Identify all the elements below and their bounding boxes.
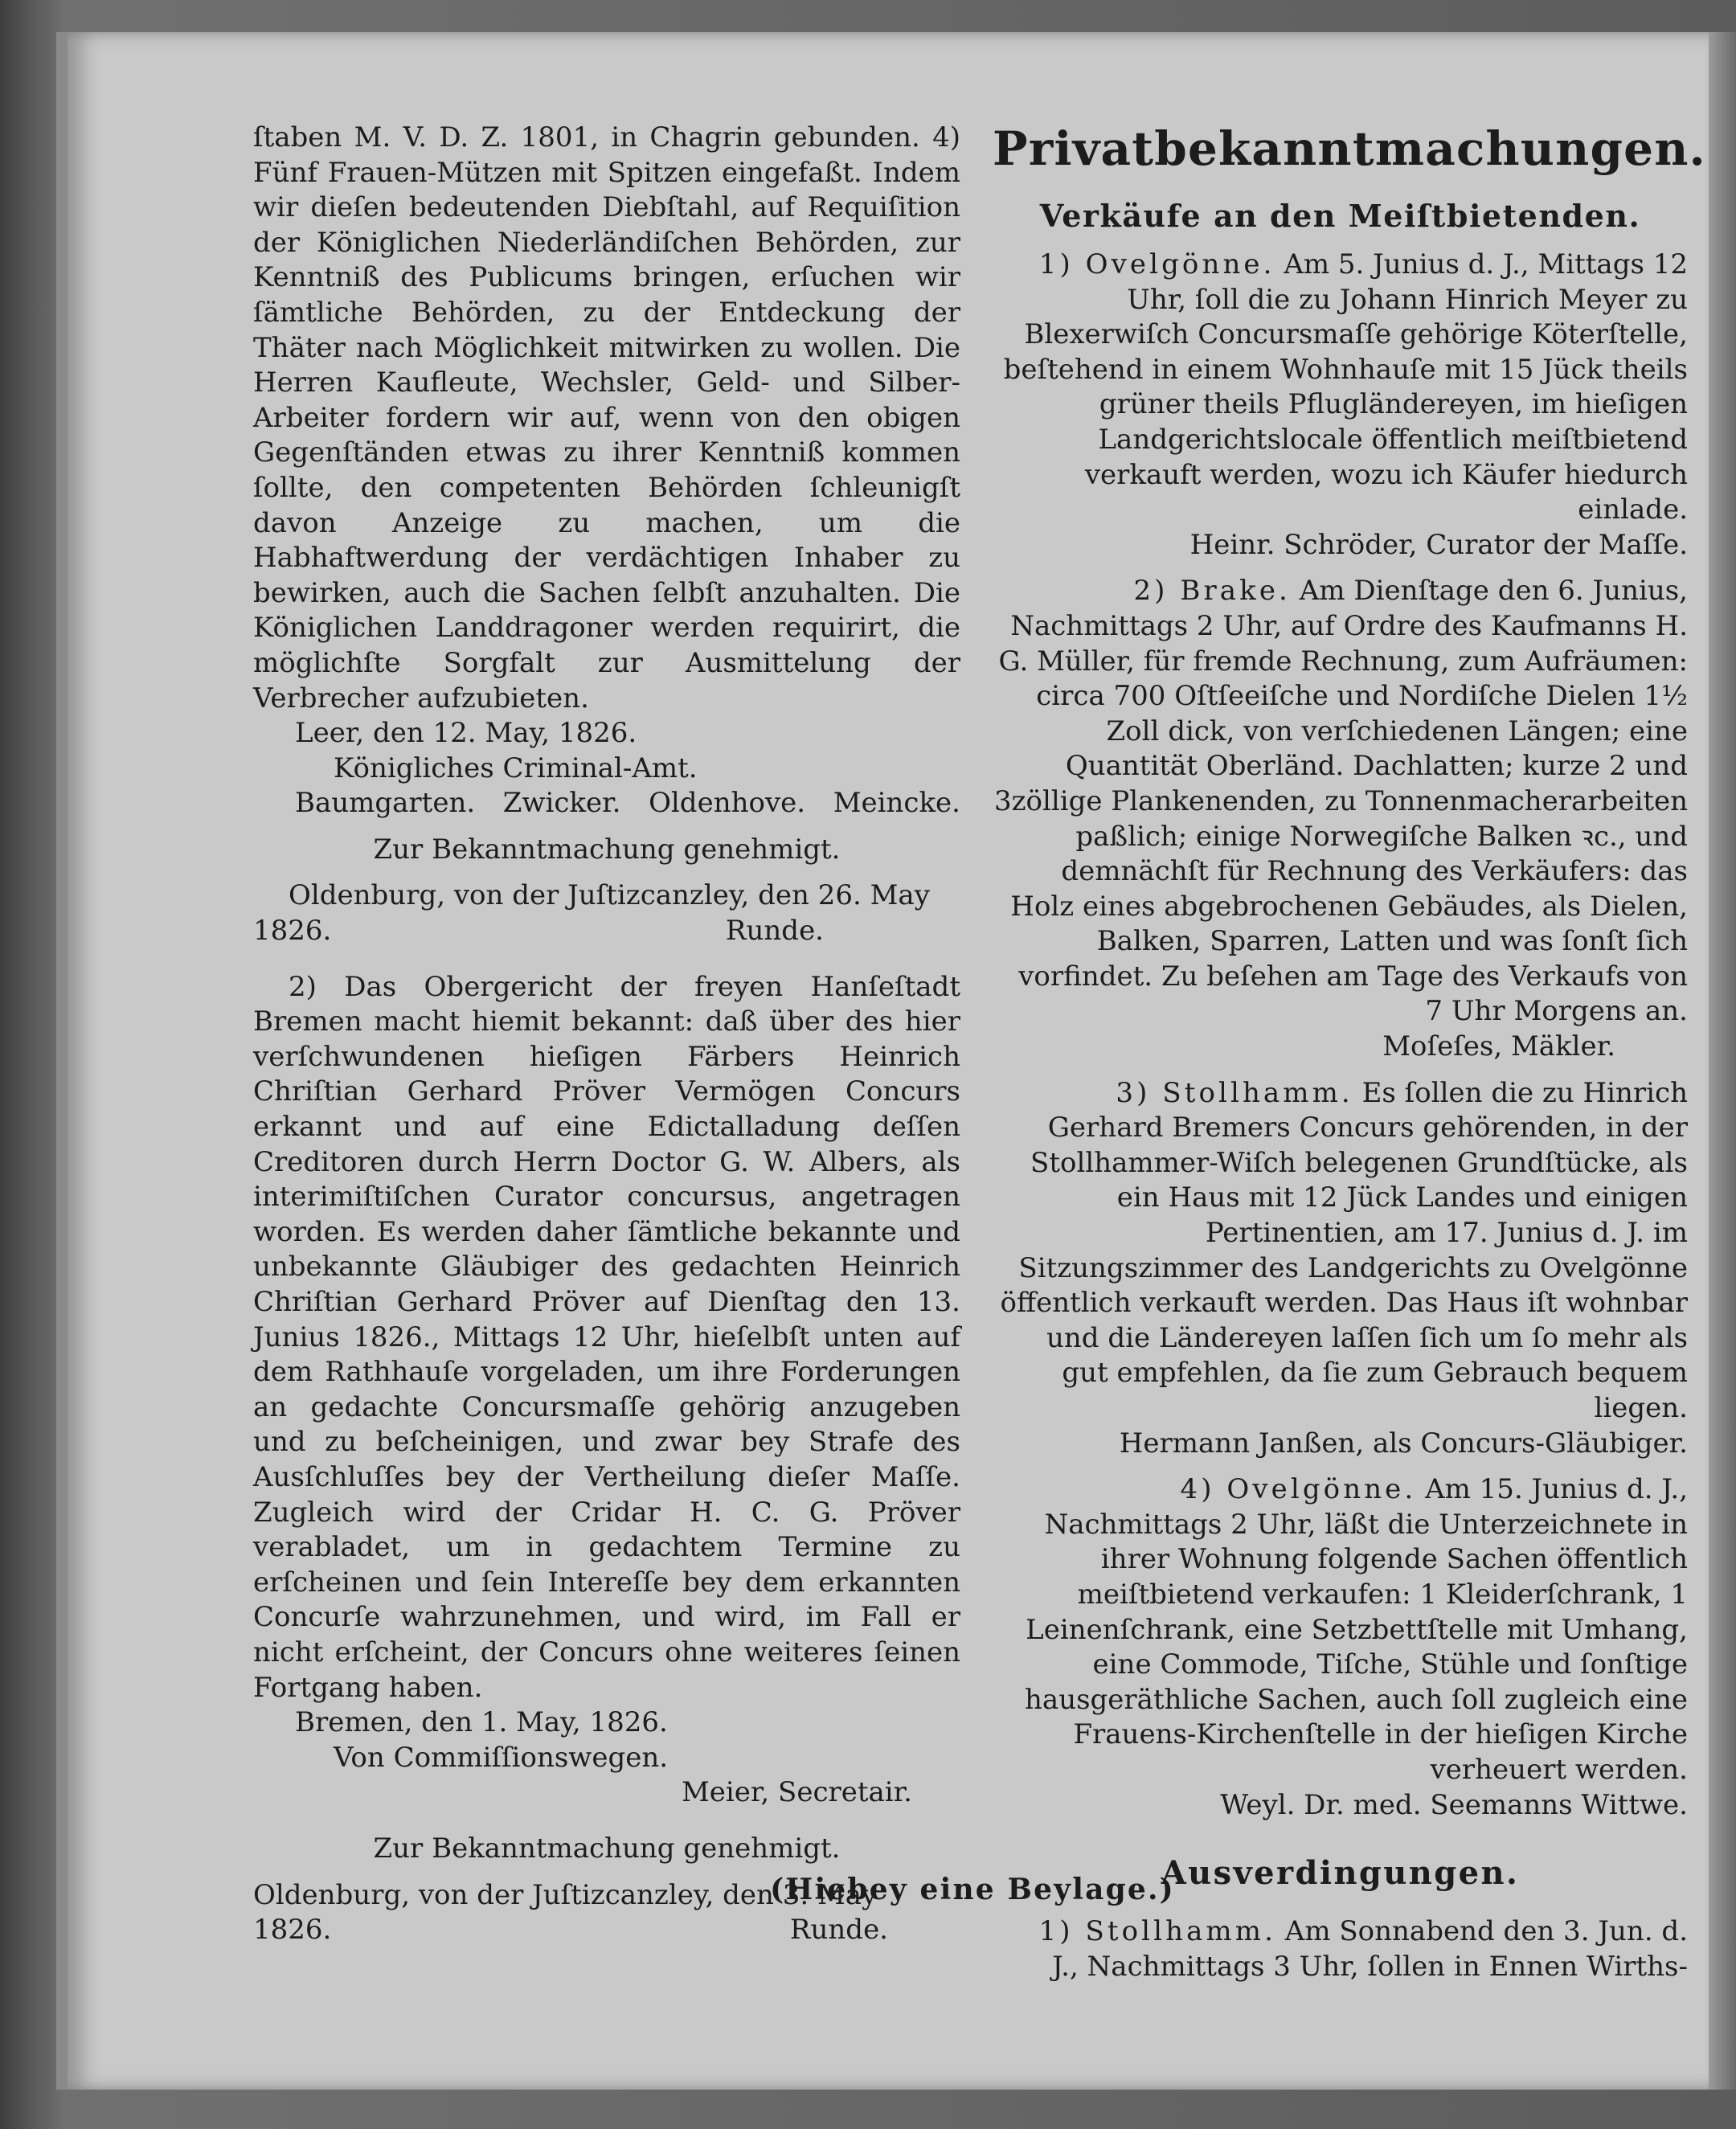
bremen-notice-text: 2) Das Obergericht der freyen Hanſeſtadt Bremen macht hiemit bekannt: daß über des hier verſchwundenen hieſigen Färbers Heinrich Chriſtian Gerhard Pröver Vermögen Concurs erkannt und auf eine Edictalladung deſſen Creditoren durch Herrn Doctor G. W. Albers, als interimiſtiſchen Curator concursus, angetragen worden. Es werden daher ſämtliche bekannte und unbekannte Gläubiger des gedachten Heinrich Chriſtian Gerhard Pröver auf Dienſtag den 13. Junius 1826., Mittags 12 Uhr, hieſelbſt unten auf dem Rathhauſe vorgeladen, um ihre Forderungen an gedachte Concursmaſſe gehörig anzugeben und zu beſcheinigen, und zwar bey Strafe des Ausſchluſſes bey der Vertheilung dieſer Maſſe. Zugleich wird der Cridar H. C. G. Pröver verabladet, um in gedachtem Termine zu erſcheinen und ſein Intereſſe bey dem erkannten Concurſe wahrzunehmen, und wird, im Fall er nicht erſcheint, der Concurs ohne weiteres ſeinen Fortgang haben. xyxy=(253,970,960,1704)
signatory-name: Meincke. xyxy=(833,787,960,820)
sale-place: 3) Stollhamm. xyxy=(1116,1076,1353,1109)
sale-signature: Moſeſes, Mäkler. xyxy=(1382,1030,1615,1063)
right-column xyxy=(993,121,1706,1984)
sale-text: Am Dienſtage den 6. Junius, Nachmittags 2 Uhr, auf Ordre des Kaufmanns H. G. Müller, für fremde Rechnung, zum Aufräumen: circa 700 Oſtſeeiſche und Nordiſche Dielen 1½ Zoll dick, von verſchiedenen Längen; eine Quantität Oberländ. Dachlatten; kurze 2 und 3zöllige Plankenenden, zu Tonnenmacherarbeiten paßlich; einige Norwegiſche Balken ꝛc., und demnächſt für Rechnung des Verkäufers: das Holz eines abgebrochenen Gebäudes, als Dielen, Balken, Sparren, Latten und was ſonſt ſich vorfindet. Zu beſehen am Tage des Verkaufs von 7 Uhr Morgens an. xyxy=(993,575,1688,1028)
supplement-note: (Hiebey eine Beylage.) xyxy=(770,1873,1175,1906)
commission-line: Von Commiſſionswegen. xyxy=(334,1741,669,1774)
subsection-heading: Ausverdingungen. xyxy=(1161,1854,1520,1893)
year-signer-row xyxy=(253,914,960,949)
sale-place: 2) Brake. xyxy=(1133,575,1291,608)
sale-text: Am 15. Junius d. J., Nachmittags 2 Uhr, läßt die Unterzeichnete in ihrer Wohnung folgende Sachen öffentlich meiſtbietend verkaufen: 1 Kleiderſchrank, 1 Leinenſchrank, eine Setzbettſtelle mit Umhang, eine Commode, Tiſche, Stühle und ſonſtige hausgeräthliche Sachen, auch ſoll zugleich eine Frauens-Kirchenſtelle in der hieſigen Kirche verheuert werden. xyxy=(1025,1473,1688,1786)
sale-notice-4 xyxy=(993,1472,1688,1787)
sale-notice-1 xyxy=(993,248,1688,528)
year: 1826. xyxy=(253,1914,332,1947)
place-date-leer: Leer, den 12. May, 1826. xyxy=(295,717,637,750)
tender-place: 1) Stollhamm. xyxy=(1038,1915,1276,1948)
sale-signature: Heinr. Schröder, Curator der Maſſe. xyxy=(1189,528,1688,561)
sale-place: 1) Ovelgönne. xyxy=(1038,248,1275,280)
approval-line: Zur Bekanntmachung genehmigt. xyxy=(373,833,841,866)
page-edge xyxy=(1709,32,1736,2090)
tender-notice-1 xyxy=(993,1914,1688,1984)
left-column xyxy=(253,121,960,1948)
secretary-signature: Meier, Secretair. xyxy=(681,1776,912,1809)
criminal-office-signature: Königliches Criminal-Amt. xyxy=(334,751,698,784)
signatory-names xyxy=(253,786,960,821)
signatory-name: Oldenhove. xyxy=(649,787,806,820)
signatory-name: Zwicker. xyxy=(502,787,621,820)
signatory-name: Baumgarten. xyxy=(295,787,476,820)
approval-line: Zur Bekanntmachung genehmigt. xyxy=(373,1832,841,1865)
place-date-bremen: Bremen, den 1. May, 1826. xyxy=(295,1706,668,1739)
sale-signature: Hermann Janßen, als Concurs-Gläubiger. xyxy=(1119,1427,1688,1460)
sale-signature: Weyl. Dr. med. Seemanns Wittwe. xyxy=(1220,1788,1688,1821)
year-signer-row xyxy=(253,1913,960,1948)
sale-text: Es ſollen die zu Hinrich Gerhard Bremers Concurs gehörenden, in der Stollhammer-Wiſch belegenen Grundſtücke, als ein Haus mit 12 Jück Landes und einigen Pertinentien, am 17. Junius d. J. im Sitzungszimmer des Landgerichts zu Ovelgönne öffentlich verkauft werden. Das Haus iſt wohnbar und die Ländereyen laſſen ſich um ſo mehr als gut empfehlen, da ſie zum Gebrauch bequem liegen. xyxy=(1000,1076,1688,1424)
signer: Runde. xyxy=(725,915,824,948)
sale-text: Am 5. Junius d. J., Mittags 12 Uhr, ſoll die zu Johann Hinrich Meyer zu Blexerwiſch Concursmaſſe gehörige Köterſtelle, beſtehend in einem Wohnhauſe mit 15 Jück theils grüner theils Pflugländereyen, im hieſigen Landgerichtslocale öffentlich meiſtbietend verkauft werden, wozu ich Käufer hiedurch einlade. xyxy=(1003,248,1688,526)
oldenburg-chancery-line: Oldenburg, von der Juſtizcanzley, den 3. May xyxy=(253,1878,878,1911)
oldenburg-chancery-line: Oldenburg, von der Juſtizcanzley, den 26. May xyxy=(289,879,930,912)
theft-notice-text: ſtaben M. V. D. Z. 1801, in Chagrin gebunden. 4) Fünf Frauen-Mützen mit Spitzen eingefaßt. Indem wir dieſen bedeutenden Diebſtahl, auf Requiſition der Königlichen Niederländiſchen Behörden, zur Kenntniß des Publicums bringen, erſuchen wir ſämtliche Behörden, zu der Entdeckung der Thäter nach Möglichkeit mitwirken zu wollen. Die Herren Kaufleute, Wechsler, Geld- und Silber-Arbeiter fordern wir auf, wenn von den obigen Gegenſtänden etwas zu ihrer Kenntniß kommen ſollte, den competenten Behörden ſchleunigſt davon Anzeige zu machen, um die Habhaftwerdung der verdächtigen Inhaber zu bewirken, auch die Sachen ſelbſt anzuhalten. Die Königlichen Landdragoner werden requirirt, die möglichſte Sorgfalt zur Ausmittelung der Verbrecher aufzubieten. xyxy=(253,121,960,714)
year: 1826. xyxy=(253,915,332,948)
signer: Runde. xyxy=(789,1914,888,1947)
section-heading: Privatbekanntmachungen. xyxy=(993,121,1706,176)
sale-place: 4) Ovelgönne. xyxy=(1180,1473,1417,1506)
tender-text: Am Sonnabend den 3. Jun. d. J., Nachmittags 3 Uhr, ſollen in Ennen Wirths- xyxy=(1052,1915,1688,1983)
sale-notice-3 xyxy=(993,1076,1688,1427)
sale-notice-2 xyxy=(993,574,1688,1030)
subsection-heading: Verkäufe an den Meiſtbietenden. xyxy=(1039,198,1641,234)
